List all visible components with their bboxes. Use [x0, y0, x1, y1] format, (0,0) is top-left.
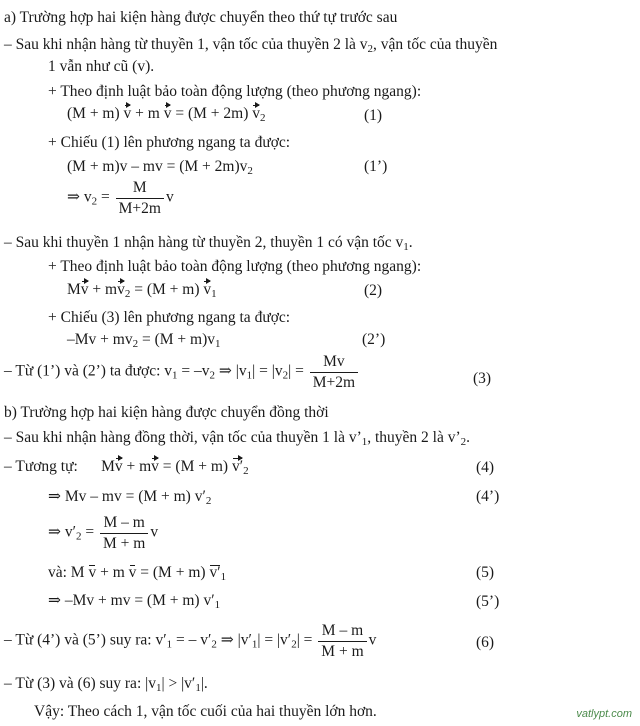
bar-v1-prime: v′ — [209, 564, 221, 581]
vector-v: v — [80, 281, 89, 298]
fraction-numerator: Mv — [310, 354, 358, 373]
eq2-part3: = (M + m) — [130, 281, 204, 298]
equation-2 — [67, 282, 217, 300]
vector-v: v — [163, 105, 172, 122]
eq2p-rest: = (M + m)v — [138, 331, 215, 348]
equation-5prime-number: (5’) — [476, 593, 500, 610]
concl1-mid: | > |v′ — [161, 675, 196, 692]
equation-v2-result — [67, 180, 174, 216]
fraction-denominator: M+2m — [118, 199, 161, 217]
eq5-lead: và: M — [48, 564, 89, 581]
eq3-lead: – Từ (1’) và (2’) ta được: v — [4, 362, 173, 380]
eq4-part1: M — [101, 458, 115, 475]
equation-4-number: (4) — [476, 459, 495, 476]
part-a-title: a) Trường hợp hai kiện hàng được chuyển theo thứ tự trước sau — [4, 9, 398, 26]
eq5-sub: 1 — [220, 571, 227, 583]
conclusion-2: Vậy: Theo cách 1, vận tốc cuối của hai thuyền lớn hơn. — [34, 703, 377, 720]
b-item1-sub: 1 — [361, 436, 368, 448]
eq2-part1: M — [67, 281, 81, 298]
vector-v1: v — [203, 281, 212, 298]
vector-v2-prime: v′ — [231, 458, 244, 475]
equation-5 — [48, 565, 226, 583]
fraction-numerator: M – m — [318, 623, 366, 642]
eq2-sub1: 1 — [211, 288, 217, 300]
eq6-tail: v — [368, 631, 377, 649]
concl1-end: |. — [200, 675, 208, 692]
equation-3 — [4, 354, 360, 390]
eq2p-text: –Mv + mv — [67, 331, 133, 348]
a-item2-text: – Sau khi thuyền 1 nhận hàng từ thuyền 2, thuyền 1 có vận tốc v — [4, 234, 404, 251]
eq1p-text: (M + m)v – mv = (M + 2m)v — [67, 158, 248, 175]
eq1pp-tail: v — [165, 188, 174, 206]
eq5p-sub: 1 — [214, 599, 221, 611]
fraction — [310, 354, 358, 390]
b-item1 — [4, 430, 470, 448]
vector-v2: v — [117, 281, 125, 298]
vector-v: v — [114, 458, 123, 475]
fraction-denominator: M + m — [321, 642, 364, 660]
fraction — [318, 623, 366, 659]
a-bullet2: + Chiếu (1) lên phương ngang ta được: — [48, 134, 291, 151]
eq5-part3: = (M + m) — [136, 564, 210, 581]
concl1-sub2: 1 — [195, 682, 201, 694]
eq5-part2: + m — [96, 564, 129, 581]
a-bullet4: + Chiếu (3) lên phương ngang ta được: — [48, 309, 291, 326]
b-item1-sub2: 2 — [460, 436, 467, 448]
concl1-sub1: 1 — [155, 682, 162, 694]
equation-1 — [67, 106, 266, 124]
eq1p-sub: 2 — [247, 165, 253, 177]
eq6-mid3: | = |v′ — [257, 631, 292, 649]
concl1-lead: – Từ (3) và (6) suy ra: |v — [4, 675, 156, 692]
a-item1-line1 — [4, 37, 497, 55]
equation-5-number: (5) — [476, 564, 495, 581]
watermark: vatlypt.com — [576, 708, 632, 720]
eq2p-sub1: 1 — [215, 338, 221, 350]
eq4pp-sub: 2 — [76, 530, 82, 543]
eq1pp-sub: 2 — [91, 195, 98, 208]
eq1pp-lhs: ⇒ v — [67, 188, 92, 206]
eq3-mid2: ⇒ |v — [215, 362, 247, 380]
vector-v2: v — [252, 105, 260, 122]
equation-6-number: (6) — [476, 634, 495, 651]
equation-1prime — [67, 159, 253, 177]
bar-v: v — [128, 564, 137, 581]
a-item2-end: . — [408, 234, 413, 251]
eq6-mid2: ⇒ |v′ — [216, 631, 252, 649]
b-item1-mid: , thuyền 2 là v’ — [367, 429, 461, 446]
a-bullet1: + Theo định luật bảo toàn động lượng (theo phương ngang): — [48, 83, 422, 100]
a-bullet3: + Theo định luật bảo toàn động lượng (theo phương ngang): — [48, 258, 422, 275]
equation-v2prime-result — [48, 515, 158, 551]
eq5p-text: ⇒ –Mv + mv = (M + m) v — [48, 592, 212, 609]
eq6-mid: = – v′ — [172, 631, 212, 649]
eq2-part2: + m — [88, 281, 118, 298]
fraction — [116, 180, 164, 216]
a-item1-end: , vận tốc của thuyền — [373, 36, 498, 53]
a-item1-sub: 2 — [367, 43, 374, 55]
fraction-numerator: M — [116, 180, 164, 199]
b-item1-text: – Sau khi nhận hàng đồng thời, vận tốc của thuyền 1 là v’ — [4, 429, 362, 446]
equation-6 — [4, 623, 376, 659]
vector-v: v — [123, 105, 132, 122]
bar-v: v — [88, 564, 97, 581]
equation-1-number: (1) — [364, 107, 383, 124]
eq6-mid4: | = — [296, 631, 317, 649]
eq1-part1: (M + m) — [67, 105, 120, 122]
eq4p-text: ⇒ Mv – mv = (M + m) v — [48, 488, 203, 505]
a-item2-sub: 1 — [403, 241, 409, 253]
eq6-lead: – Từ (4’) và (5’) suy ra: v′ — [4, 631, 167, 649]
equation-2prime-number: (2’) — [362, 331, 386, 348]
eq4-sub: 2 — [243, 465, 249, 477]
eq4-lead: – Tương tự: — [4, 458, 78, 475]
equation-1prime-number: (1’) — [364, 158, 388, 175]
eq6-sub4: 2 — [291, 638, 297, 651]
equation-3-number: (3) — [473, 370, 492, 387]
fraction-numerator: M – m — [100, 515, 148, 534]
part-b-title: b) Trường hợp hai kiện hàng được chuyển đồng thời — [4, 404, 329, 421]
fraction-denominator: M + m — [103, 534, 146, 552]
eq3-sub3: 1 — [246, 369, 253, 382]
eq4pp-lhs: ⇒ v′ — [48, 523, 77, 541]
eq3-mid: = –v — [177, 362, 210, 380]
equation-2-number: (2) — [364, 282, 383, 299]
eq2p-sub: 2 — [132, 338, 139, 350]
eq3-mid3: | = |v — [252, 362, 283, 380]
equation-4prime: ⇒ Mv – mv = (M + m) $v'_2$ — [48, 488, 212, 507]
equation-4prime-number: (4’) — [476, 488, 500, 505]
conclusion-1 — [4, 676, 208, 694]
eq3-mid4: | = — [288, 362, 308, 380]
eq1pp-eq: = — [97, 188, 114, 206]
eq6-sub1: 1 — [166, 638, 173, 651]
vector-v: v — [151, 458, 159, 475]
eq4pp-tail: v — [150, 523, 159, 541]
equation-4 — [4, 459, 249, 477]
eq4-part3: = (M + m) — [158, 458, 232, 475]
equation-5prime: ⇒ –Mv + mv = (M + m) $v'_1$ — [48, 592, 221, 611]
eq2-sub2: 2 — [124, 288, 131, 300]
eq6-sub2: 2 — [211, 638, 217, 651]
b-item1-end: . — [466, 429, 471, 446]
fraction — [100, 515, 148, 551]
eq4p-sub: 2 — [205, 495, 212, 507]
equation-2prime — [67, 332, 221, 350]
eq3-sub1: 1 — [172, 369, 178, 382]
fraction-denominator: M+2m — [312, 373, 356, 391]
eq1-part3: = (M + 2m) — [171, 105, 249, 122]
a-item1-text: – Sau khi nhận hàng từ thuyền 1, vận tốc của thuyền 2 là v — [4, 36, 368, 53]
eq3-sub4: 2 — [282, 369, 289, 382]
a-item1-line2: 1 vẫn như cũ (v). — [48, 58, 155, 75]
eq3-sub2: 2 — [209, 369, 216, 382]
eq4pp-eq: = — [81, 523, 99, 541]
a-item2 — [4, 235, 413, 253]
eq6-sub3: 1 — [251, 638, 258, 651]
eq1-sub: 2 — [260, 112, 266, 124]
eq4-part2: + m — [122, 458, 152, 475]
eq1-part2: + m — [131, 105, 160, 122]
